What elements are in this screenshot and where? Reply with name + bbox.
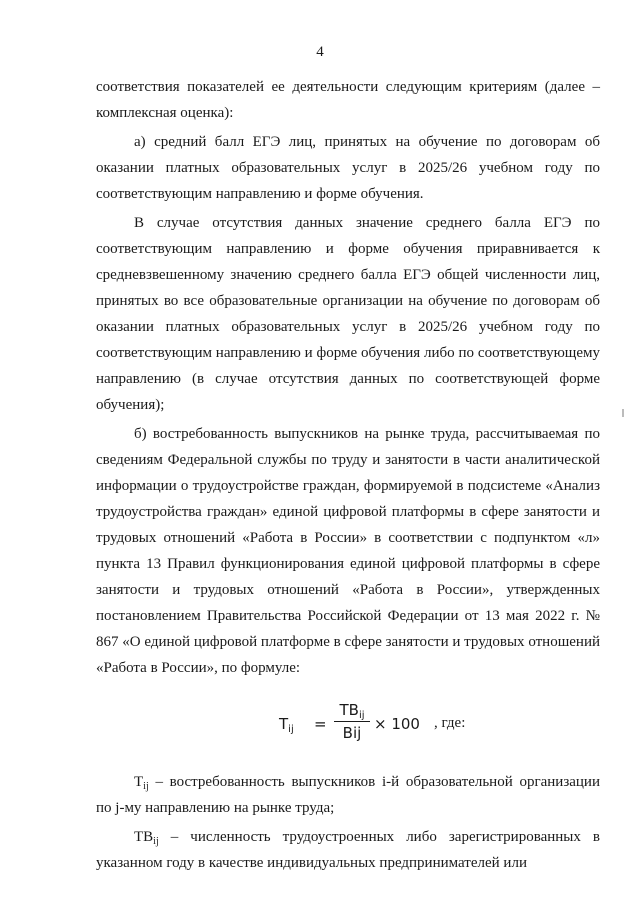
formula-numerator: $TB_{ij}$ <box>334 701 370 722</box>
formula-where-label: , где: <box>434 715 466 731</box>
paragraph-missing-data-rule: В случае отсутствия данных значение среднего балла ЕГЭ по соответствующим направлению и форме обучения приравнивается к средневзвешенному значению среднего балла ЕГЭ общей численности лиц, принятых во все образовательные организации на обучение по договорам об оказании платных образовательных услуг в 2025/26 учебном году по соответствующим направлению и форме обучения либо по соответствующему направлению (в случае отсутствия данных по соответствующей форме обучения); <box>96 215 600 413</box>
formula-denominator: Bij <box>342 724 362 742</box>
formula-equals-sign: = <box>314 715 327 733</box>
document-body <box>96 74 600 876</box>
page-number: 4 <box>316 44 324 60</box>
definition-tbij: $TB_{ij}$ – численность трудоустроенных либо зарегистрированных в указанном году в качестве индивидуальных предпринимателей или <box>96 829 600 871</box>
paragraph-criterion-a: а) средний балл ЕГЭ лиц, принятых на обучение по договорам об оказании платных образовательных услуг в 2025/26 учебном году по соответствующим направлению и форме обучения. <box>96 134 600 202</box>
formula-lhs: $T_{ij}$ <box>279 715 294 735</box>
paragraph-criteria-intro: соответствия показателей ее деятельности следующим критериям (далее – комплексная оценка): <box>96 79 600 121</box>
definition-tij: $T_{ij}$ – востребованность выпускников i-й образовательной организации по j-му направлению на рынке труда; <box>96 774 600 816</box>
formula-multiplier: × 100 <box>374 715 420 733</box>
formula <box>96 701 600 747</box>
paragraph-criterion-b: б) востребованность выпускников на рынке труда, рассчитываемая по сведениям Федеральной службы по труду и занятости в части аналитической информации о трудоустройстве граждан, формируемой в подсистеме «Анализ трудоустройства граждан» единой цифровой платформы в сфере занятости и трудовых отношений «Работа в России» в соответствии с подпунктом «л» пункта 13 Правил функционирования единой цифровой платформы в сфере занятости и трудовых отношений «Работа в России», утвержденных постановлением Правительства Российской Федерации от 13 мая 2022 г. № 867 «О единой цифровой платформе в сфере занятости и трудовых отношений «Работа в России», по формуле: <box>96 426 600 676</box>
formula-fraction <box>334 701 370 742</box>
scan-mark <box>622 409 624 417</box>
